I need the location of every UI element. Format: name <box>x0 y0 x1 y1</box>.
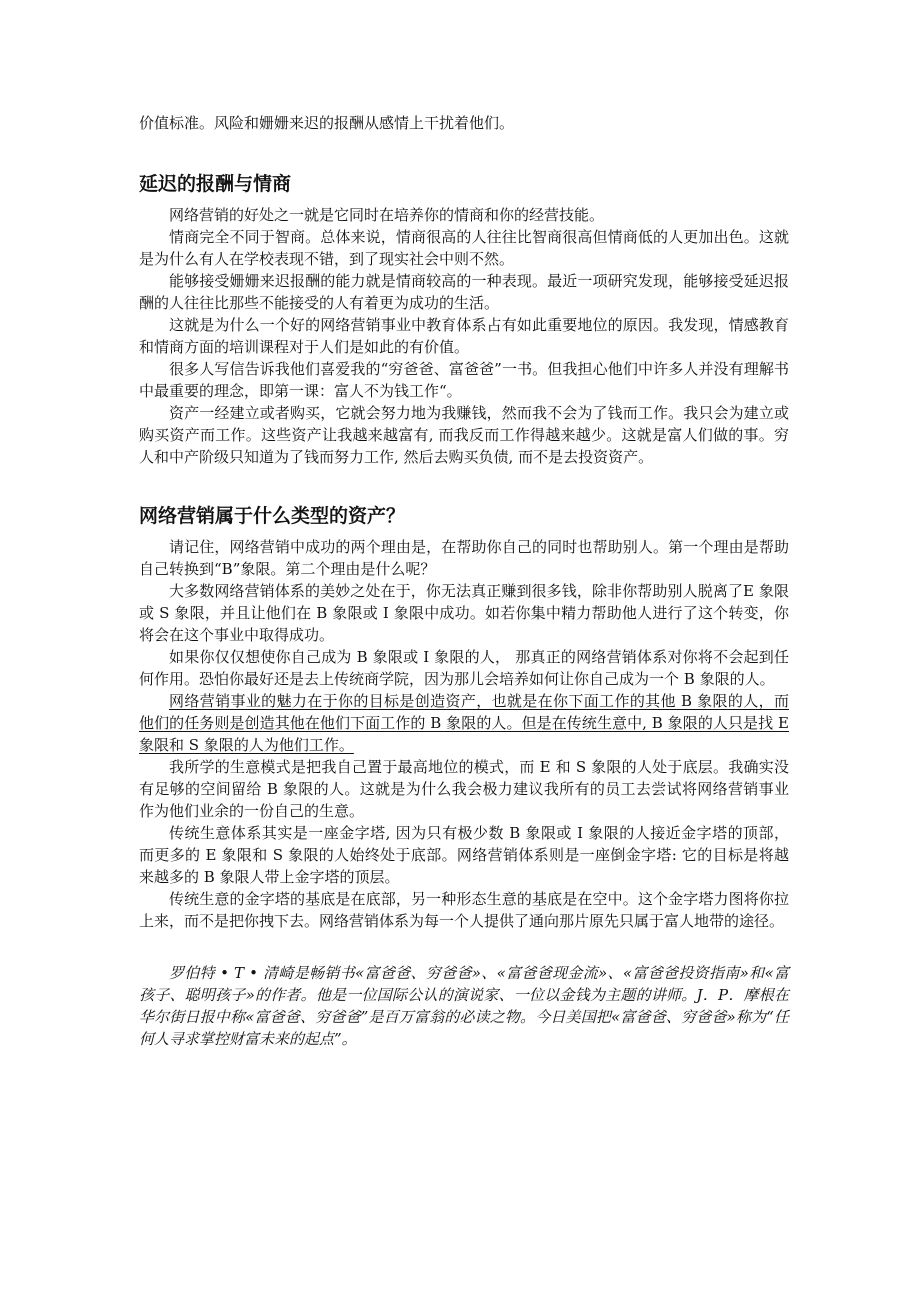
underlined-paragraph: 网络营销事业的魅力在于你的目标是创造资产，也就是在你下面工作的其他 B 象限的人，而他们的任务则是创造其他在他们下面工作的 B 象限的人。但是在传统生意中, B 象限的人只是找 E 象限和 S 象限的人为他们工作。 <box>139 692 789 754</box>
section-heading-asset-type: 网络营销属于什么类型的资产？ <box>139 505 406 527</box>
paragraph: 资产一经建立或者购买，它就会努力地为我赚钱，然而我不会为了钱而工作。我只会为建立或购买资产而工作。这些资产让我越来越富有, 而我反而工作得越来越少。这就是富人们做的事。穷人和中产阶级只知道为了钱而努力工作, 然后去购买负债, 而不是去投资资产。 <box>139 404 789 466</box>
paragraph: 能够接受姗姗来迟报酬的能力就是情商较高的一种表现。最近一项研究发现，能够接受延迟报酬的人往往比那些不能接受的人有着更为成功的生活。 <box>139 272 789 312</box>
paragraph: 情商完全不同于智商。总体来说，情商很高的人往往比智商很高但情商低的人更加出色。这就是为什么有人在学校表现不错，到了现实社会中则不然。 <box>139 228 789 268</box>
paragraph: 传统生意的金字塔的基底是在底部，另一种形态生意的基底是在空中。这个金字塔力图将你拉上来，而不是把你拽下去。网络营销体系为每一个人提供了通向那片原先只属于富人地带的途径。 <box>139 890 789 930</box>
paragraph: 传统生意体系其实是一座金字塔, 因为只有极少数 B 象限或 I 象限的人接近金字塔的顶部， 而更多的 E 象限和 S 象限的人始终处于底部。网络营销体系则是一座倒金字塔: 它的目标是将越来越多的 B 象限人带上金字塔的顶层。 <box>139 824 789 886</box>
paragraph: 请记住，网络营销中成功的两个理由是，在帮助你自己的同时也帮助别人。第一个理由是帮助自己转换到“B”象限。第二个理由是什么呢？ <box>139 538 789 578</box>
intro-continuation: 价值标准。风险和姗姗来迟的报酬从感情上干扰着他们。 <box>139 114 515 132</box>
paragraph: 很多人写信告诉我他们喜爱我的“穷爸爸、富爸爸”一书。但我担心他们中许多人并没有理解书中最重要的理念，即第一课：富人不为钱工作“。 <box>139 360 789 400</box>
paragraph: 网络营销的好处之一就是它同时在培养你的情商和你的经营技能。 <box>169 206 605 224</box>
paragraph: 如果你仅仅想使你自己成为 B 象限或 I 象限的人， 那真正的网络营销体系对你将不会起到任何作用。恐怕你最好还是去上传统商学院，因为那儿会培养如何让你自己成为一个 B 象限的人。 <box>139 648 789 688</box>
paragraph: 这就是为什么一个好的网络营销事业中教育体系占有如此重要地位的原因。我发现，情感教育和情商方面的培训课程对于人们是如此的有价值。 <box>139 316 789 356</box>
author-bio: 罗伯特 • T • 清崎是畅销书«富爸爸、穷爸爸»、«富爸爸现金流»、«富爸爸投资指南»和«富孩子、聪明孩子»的作者。他是一位国际公认的演说家、一位以金钱为主题的讲师。J．P．摩根在华尔街日报中称«富爸爸、穷爸爸”是百万富翁的必读之物。今日美国把«富爸爸、穷爸爸»称为“任何人寻求掌控财富未来的起点”。 <box>139 964 789 1048</box>
section-heading-delayed-reward: 延迟的报酬与情商 <box>139 173 292 195</box>
paragraph: 大多数网络营销体系的美妙之处在于，你无法真正赚到很多钱，除非你帮助别人脱离了E 象限或 S 象限，并且让他们在 B 象限或 I 象限中成功。如若你集中精力帮助他人进行了这个转变，你将会在这个事业中取得成功。 <box>139 582 789 644</box>
document-page <box>139 112 789 1065</box>
paragraph: 我所学的生意模式是把我自己置于最高地位的模式，而 E 和 S 象限的人处于底层。我确实没有足够的空间留给 B 象限的人。这就是为什么我会极力建议我所有的员工去尝试将网络营销事业作为他们业余的一份自己的生意。 <box>139 758 789 820</box>
